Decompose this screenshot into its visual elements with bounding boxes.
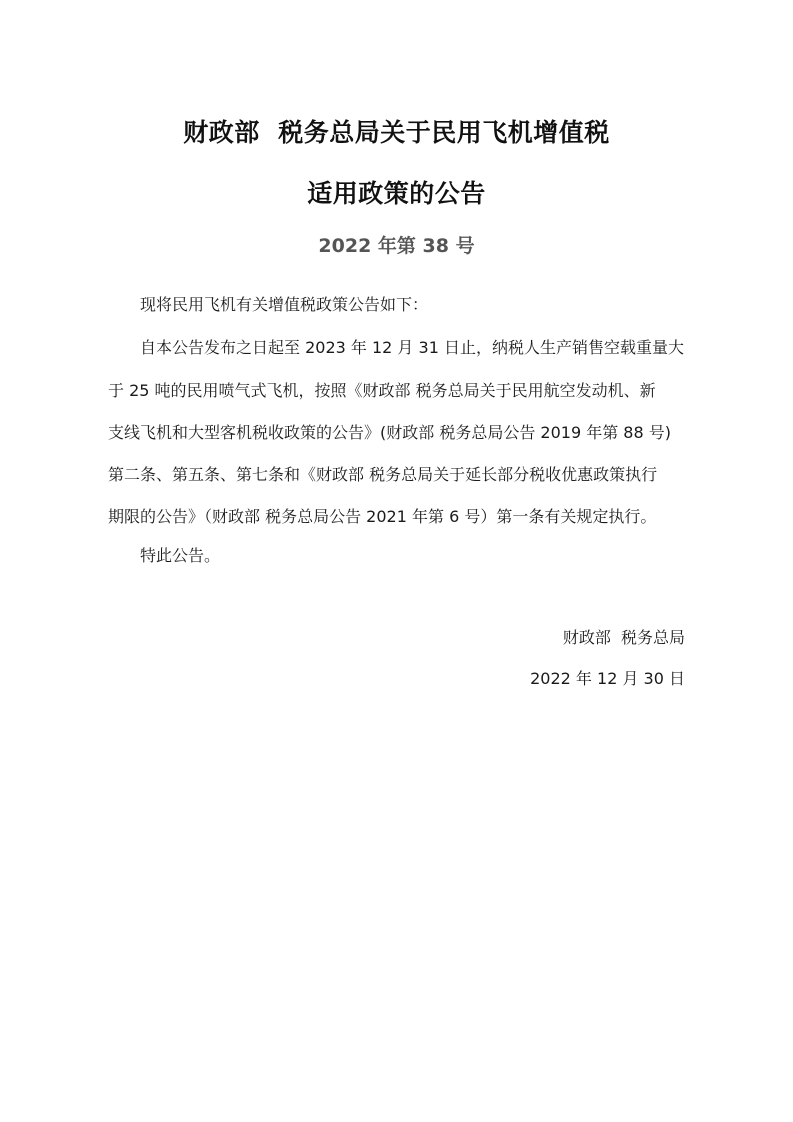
paragraph-line-5: 期限的公告》（财政部 税务总局公告 2021 年第 6 号）第一条有关规定执行。: [108, 507, 657, 526]
document-title-line-2: 适用政策的公告: [307, 179, 486, 208]
document-number: 2022 年第 38 号: [318, 235, 475, 257]
paragraph-line-4: 第二条、第五条、第七条和《财政部 税务总局关于延长部分税收优惠政策执行: [108, 465, 658, 484]
paragraph-line-1: 自本公告发布之日起至 2023 年 12 月 31 日止，纳税人生产销售空载重量大: [140, 338, 684, 357]
signature-date: 2022 年 12 月 30 日: [530, 669, 685, 688]
signature-issuer: 财政部 税务总局: [562, 628, 685, 647]
document-title-line-1: 财政部 税务总局关于民用飞机增值税: [183, 118, 610, 147]
intro-paragraph: 现将民用飞机有关增值税政策公告如下：: [140, 295, 429, 314]
paragraph-line-3: 支线飞机和大型客机税收政策的公告》(财政部 税务总局公告 2019 年第 88 号): [108, 423, 671, 442]
closing-text: 特此公告。: [140, 546, 221, 565]
paragraph-line-2: 于 25 吨的民用喷气式飞机，按照《财政部 税务总局关于民用航空发动机、新: [108, 381, 656, 400]
